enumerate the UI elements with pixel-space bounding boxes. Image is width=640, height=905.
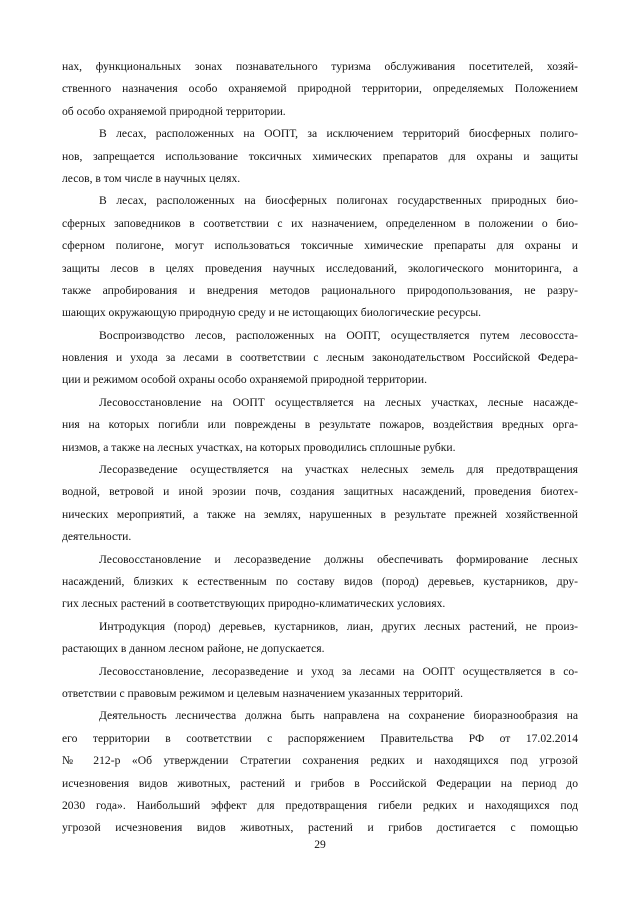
text-line: лесов, в том числе в научных целях. [62,171,241,185]
text-line: его территории в соответствии с распоряжением Правительства РФ от 17.02.2014 [62,731,578,745]
text-line: В лесах, расположенных на ООПТ, за исключением территорий биосферных полиго- [99,127,578,141]
text-line: ответствии с правовым режимом и целевым назначением указанных территорий. [62,686,463,700]
text-line: Лесовосстановление и лесоразведение должны обеспечивать формирование лесных [99,552,578,566]
text-line: Лесовосстановление, лесоразведение и уход за лесами на ООПТ осуществляется в со- [99,664,578,678]
text-line: также апробирования и внедрения методов рационального природопользования, не разру- [62,283,578,297]
text-line: водной, ветровой и иной эрозии почв, создания защитных насаждений, проведения биотех- [62,485,578,499]
text-line: № 212-р «Об утверждении Стратегии сохранения редких и находящихся под угрозой [62,754,578,768]
page-number: 29 [314,838,326,851]
text-line: деятельности. [62,530,132,544]
text-line: низмов, а также на лесных участках, на которых проводились сплошные рубки. [62,440,456,454]
text-line: ции и режимом особой охраны особо охраняемой природной территории. [62,373,427,387]
text-line: ственного назначения особо охраняемой природной территории, определяемых Положением [62,82,578,96]
text-line: Деятельность лесничества должна быть направлена на сохранение биоразнообразия на [99,709,578,723]
text-line: Лесоразведение осуществляется на участках нелесных земель для предотвращения [99,463,578,477]
text-line: защиты лесов в целях проведения научных исследований, экологического мониторинга, а [62,261,578,275]
text-line: исчезновения видов животных, растений и грибов в Российской Федерации на период до [62,776,578,790]
text-line: шающих окружающую природную среду и не истощающих биологические ресурсы. [62,306,482,320]
text-line: нических мероприятий, а также на землях, нарушенных в результате прежней хозяйственной [62,507,578,521]
text-line: нах, функциональных зонах познавательного туризма обслуживания посетителей, хозяй- [62,60,578,73]
text-line: 2030 года». Наибольший эффект для предотвращения гибели редких и находящихся под [62,798,578,812]
text-line: гих лесных растений в соответствующих природно-климатических условиях. [62,597,446,611]
text-line: угрозой исчезновения видов животных, растений и грибов достигается с помощью [62,821,578,835]
text-line: Лесовосстановление на ООПТ осуществляется на лесных участках, лесные насажде- [99,395,578,409]
text-line: новления и ухода за лесами в соответствии с лесным законодательством Российской Федера- [62,351,578,365]
text-line: насаждений, близких к естественным по составу видов (пород) деревьев, кустарников, дру- [62,574,578,588]
text-line: Воспроизводство лесов, расположенных на ООПТ, осуществляется путем лесовосста- [99,328,578,342]
text-line: нов, запрещается использование токсичных химических препаратов для охраны и защиты [62,149,578,163]
text-line: сферных заповедников в соответствии с их назначением, определенном в положении о био- [62,216,578,230]
text-line: сферном полигоне, могут использоваться токсичные химические препараты для охраны и [62,239,578,253]
text-line: В лесах, расположенных на биосферных полигонах государственных природных био- [99,194,578,208]
text-line: растающих в данном лесном районе, не допускается. [62,642,325,656]
document-page [62,56,578,840]
text-line: ния на которых погибли или повреждены в результате пожаров, воздействия вредных орга- [62,418,578,432]
text-line: об особо охраняемой природной территории. [62,104,286,118]
text-line: Интродукция (пород) деревьев, кустарников, лиан, других лесных растений, не произ- [99,619,578,633]
